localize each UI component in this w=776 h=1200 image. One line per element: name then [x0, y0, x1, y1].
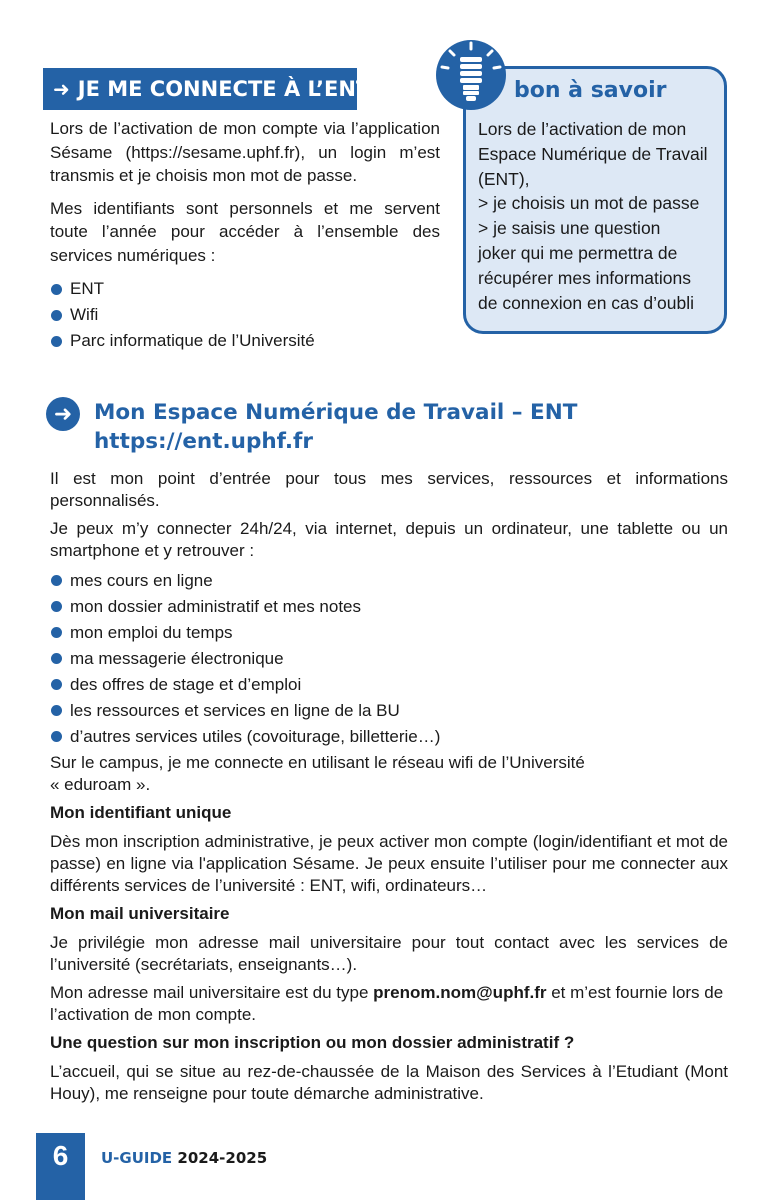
tip-title: bon à savoir	[514, 78, 667, 103]
bullet-icon	[51, 705, 62, 716]
intro-paragraph-1: Lors de l’activation de mon compte via l’application Sésame (https://sesame.uphf.fr), un login m’est transmis et je choisis mon mot de passe.	[50, 119, 440, 185]
list-item: mon dossier administratif et mes notes	[50, 594, 728, 620]
paragraph-email: Mon adresse mail universitaire est du type prenom.nom@uphf.fr et m’est fournie lors de l’activation de mon compte.	[50, 983, 724, 1024]
section-banner	[43, 68, 371, 110]
arrow-right-circle-icon: ➜	[46, 397, 80, 431]
ent-services-list	[50, 568, 728, 750]
arrow-right-icon: ➜	[53, 77, 70, 101]
guide-brand: U-GUIDE	[101, 1149, 173, 1167]
bullet-icon	[51, 679, 62, 690]
list-item: mes cours en ligne	[50, 568, 728, 594]
bullet-icon	[51, 601, 62, 612]
tip-text: Lors de l’activation de mon Espace Numérique de Travail (ENT), > je choisis un mot de passe > je saisis une question joker qui me permettra de récupérer mes informations de connexion en cas d’oubli	[478, 119, 708, 313]
paragraph: Je peux m’y connecter 24h/24, via internet, depuis un ordinateur, une tablette ou un smartphone et y retrouver :	[50, 519, 728, 560]
bullet-icon	[51, 336, 62, 347]
list-item: ENT	[50, 276, 440, 302]
paragraph: Je privilégie mon adresse mail universitaire pour tout contact avec les services de l’université (secrétariats, enseignants…).	[50, 933, 728, 974]
intro-paragraph-2: Mes identifiants sont personnels et me servent toute l’année pour accéder à l’ensemble des services numériques :	[50, 198, 440, 265]
bullet-icon	[51, 575, 62, 586]
services-list	[50, 276, 440, 354]
list-item: d’autres services utiles (covoiturage, billetterie…)	[50, 724, 728, 750]
lightbulb-icon	[436, 40, 506, 110]
bullet-icon	[51, 310, 62, 321]
footer-label	[101, 1149, 267, 1167]
list-item: mon emploi du temps	[50, 620, 728, 646]
main-content	[50, 468, 728, 1111]
subheading-identifiant: Mon identifiant unique	[50, 803, 232, 822]
subheading-mail: Mon mail universitaire	[50, 904, 230, 923]
list-item: les ressources et services en ligne de la BU	[50, 698, 728, 724]
guide-year: 2024-2025	[177, 1149, 268, 1167]
section-title: Mon Espace Numérique de Travail – ENT	[94, 400, 578, 425]
paragraph: L’accueil, qui se situe au rez-de-chaussée de la Maison des Services à l’Etudiant (Mont Houy), me renseigne pour toute démarche administrative.	[50, 1062, 728, 1103]
list-item: ma messagerie électronique	[50, 646, 728, 672]
page-number: 6	[52, 1140, 69, 1171]
section-url: https://ent.uphf.fr	[94, 429, 313, 454]
paragraph-wifi: Sur le campus, je me connecte en utilisant le réseau wifi de l’Université « eduroam ».	[50, 753, 585, 794]
intro-block	[50, 117, 440, 354]
subheading-question: Une question sur mon inscription ou mon dossier administratif ?	[50, 1033, 575, 1052]
bullet-icon	[51, 731, 62, 742]
bullet-icon	[51, 653, 62, 664]
paragraph: Il est mon point d’entrée pour tous mes services, ressources et informations personnalisés.	[50, 469, 728, 510]
bullet-icon	[51, 284, 62, 295]
section-banner-title: JE ME CONNECTE À L’ENT	[77, 77, 371, 101]
bullet-icon	[51, 627, 62, 638]
page-number-tab	[36, 1133, 85, 1200]
list-item: des offres de stage et d’emploi	[50, 672, 728, 698]
paragraph: Dès mon inscription administrative, je peux activer mon compte (login/identifiant et mot de passe) en ligne via l'application Sésame. Je peux ensuite l’utiliser pour me connecter aux différents services de l’université : ENT, wifi, ordinateurs…	[50, 832, 728, 895]
list-item: Wifi	[50, 302, 440, 328]
list-item: Parc informatique de l’Université	[50, 328, 440, 354]
email-address: prenom.nom@uphf.fr	[373, 983, 547, 1002]
section-heading	[94, 398, 577, 456]
